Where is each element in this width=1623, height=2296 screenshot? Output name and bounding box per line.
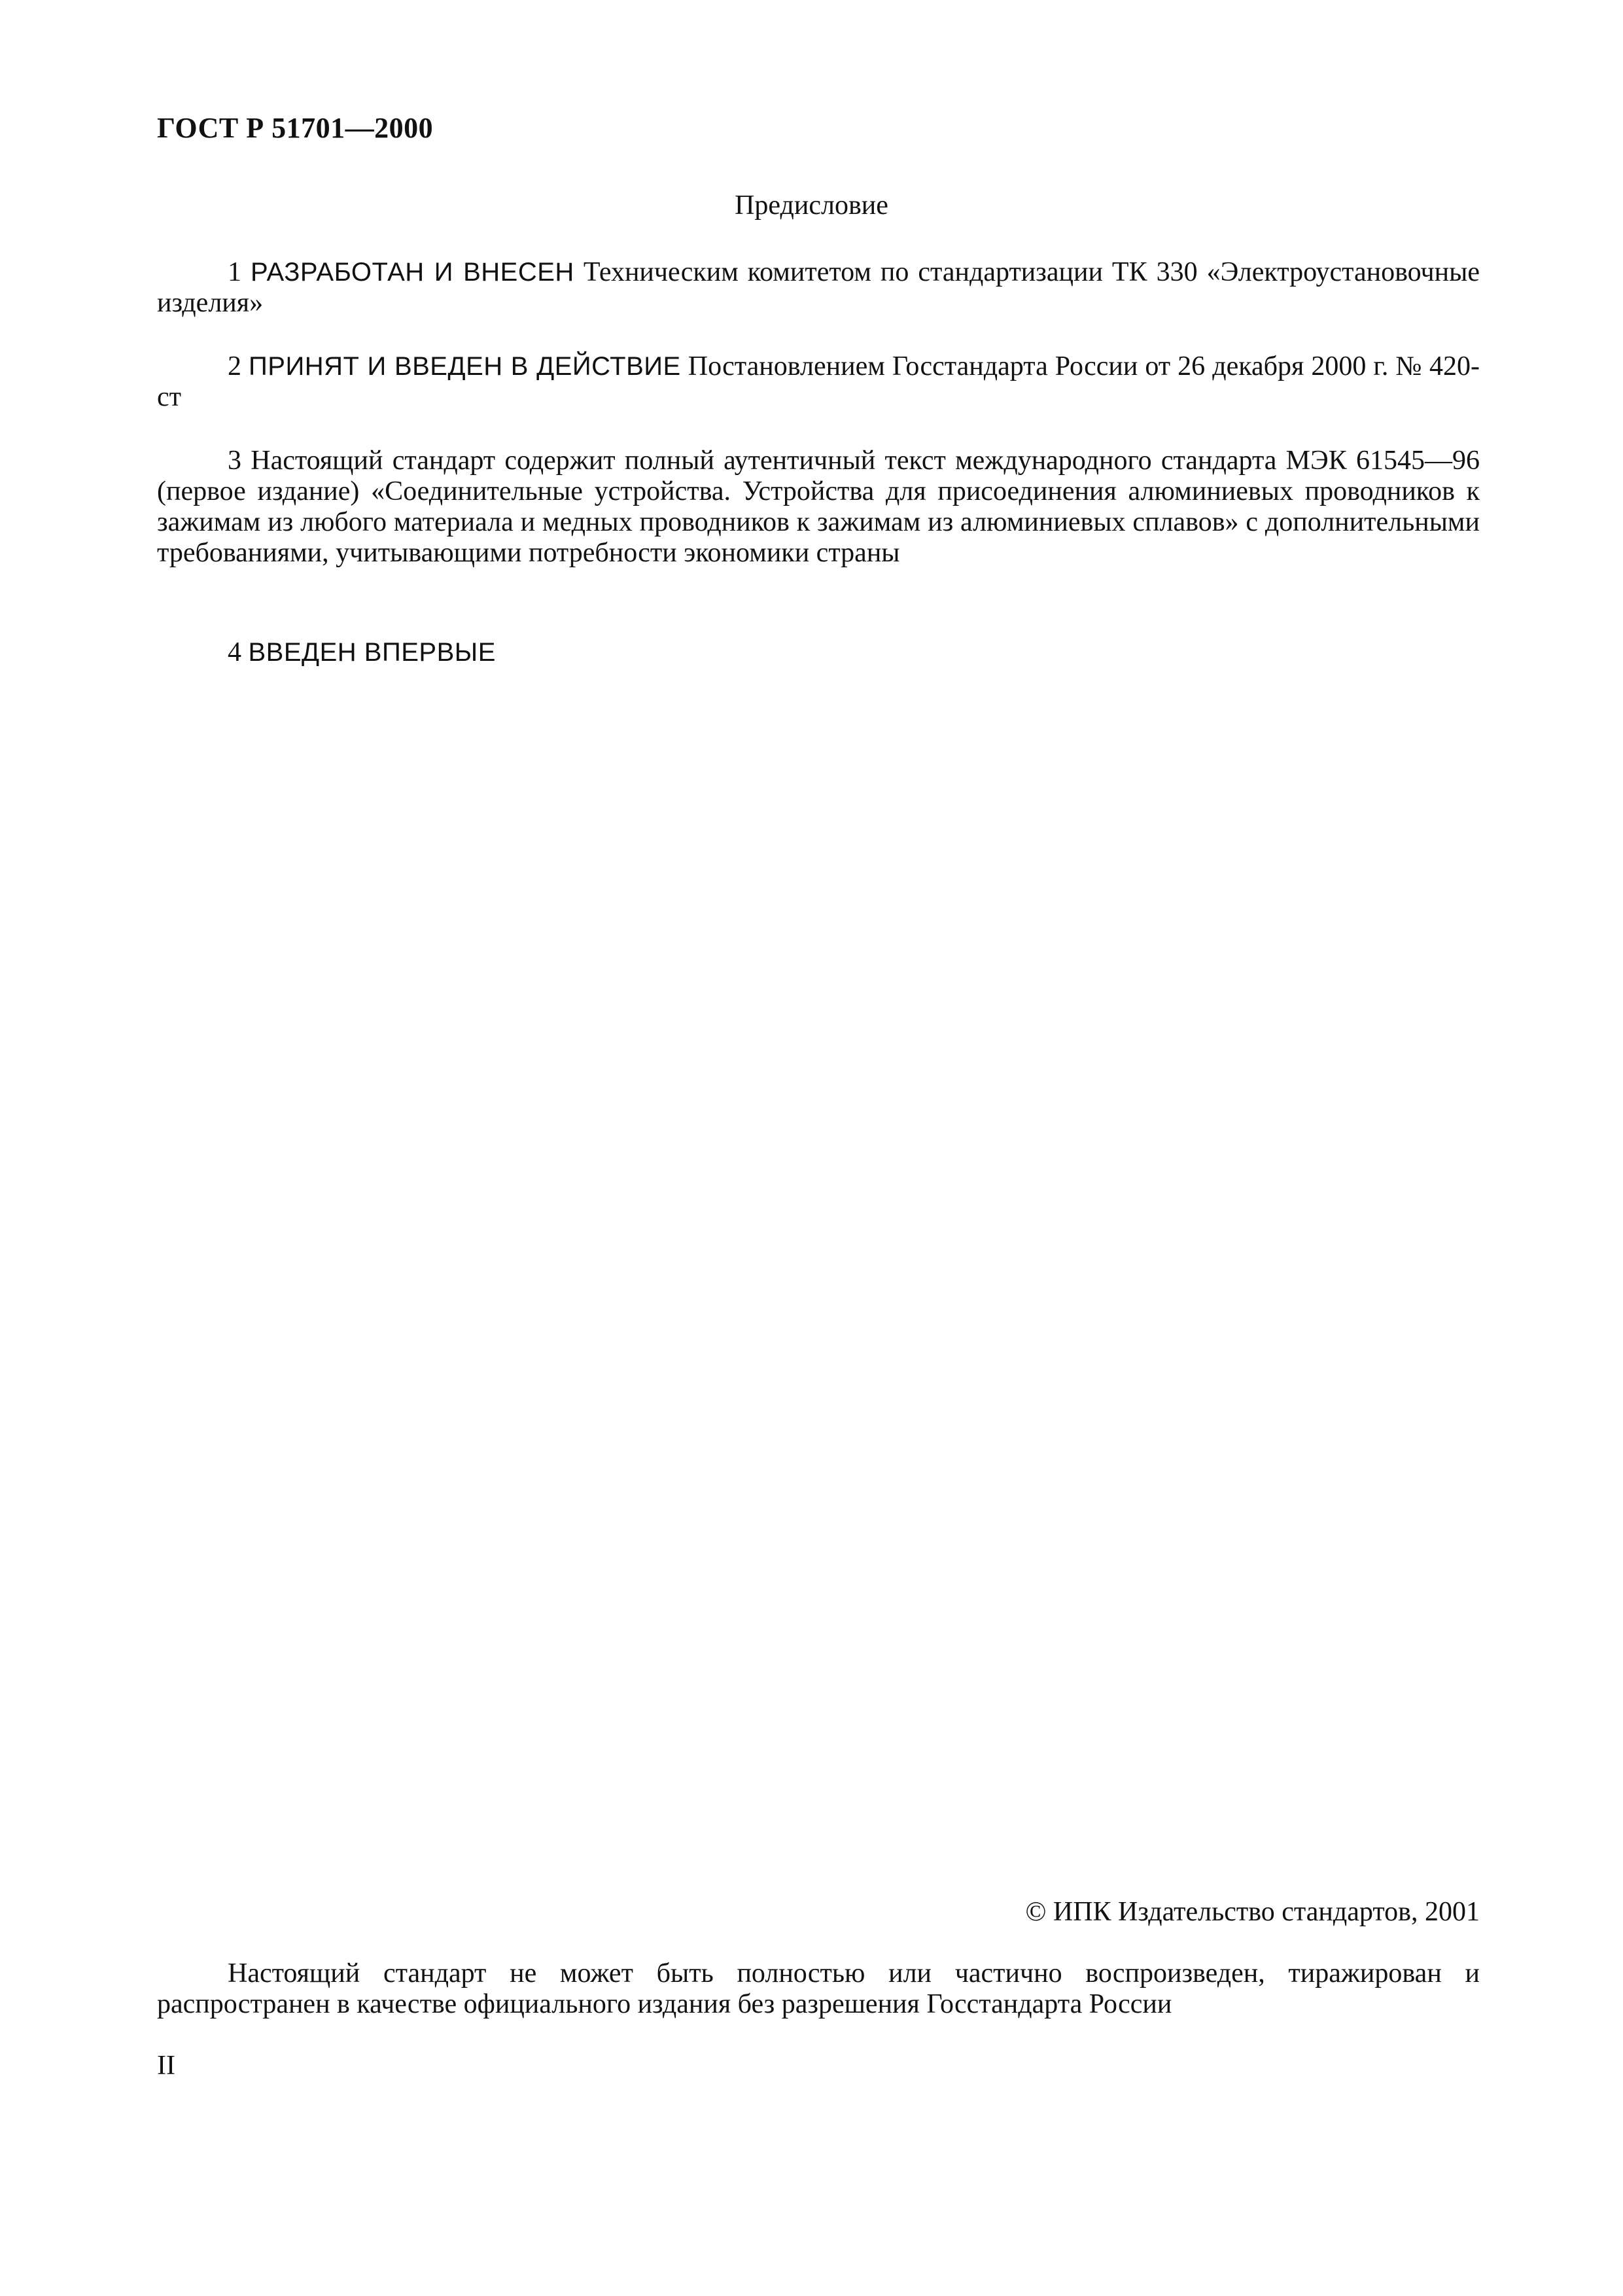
item-number: 1 (228, 257, 241, 287)
section-title: Предисловие (735, 190, 888, 221)
item-heading: ВВЕДЕН ВПЕРВЫЕ (248, 638, 496, 667)
item-text: Настоящий стандарт содержит полный аутентичный текст международного стандарта МЭК 61545—96 (первое издание) «Соединительные устройства. Устройства для присоединения алюминиевых проводников к зажимам из любого материала и медных проводников к зажимам из алюминиевых сплавов» с дополнительными требованиями, учитывающими потребности экономики страны (157, 446, 1480, 568)
item-text: Постановлением Госстандарта России от 26 декабря 2000 г. № 420-ст (157, 351, 1480, 412)
foreword-item-4 (157, 637, 1480, 668)
item-text: Техническим комитетом по стандартизации ТК 330 «Электроустановочные изделия» (157, 257, 1480, 318)
item-heading: РАЗРАБОТАН И ВНЕСЕН (251, 258, 574, 287)
foreword-item-1 (157, 257, 1480, 319)
page-number: II (157, 2051, 175, 2081)
item-number: 3 (228, 446, 241, 476)
reproduction-notice: Настоящий стандарт не может быть полностью или частично воспроизведен, тиражирован и распространен в качестве официального издания без разрешения Госстандарта России (157, 1958, 1480, 2019)
copyright-line: © ИПК Издательство стандартов, 2001 (1025, 1897, 1480, 1927)
standard-code: ГОСТ Р 51701—2000 (157, 112, 434, 144)
item-number: 2 (228, 351, 241, 381)
item-heading: ПРИНЯТ И ВВЕДЕН В ДЕЙСТВИЕ (249, 352, 681, 381)
foreword-item-2 (157, 351, 1480, 413)
foreword-item-3 (157, 446, 1480, 569)
item-number: 4 (228, 637, 241, 667)
